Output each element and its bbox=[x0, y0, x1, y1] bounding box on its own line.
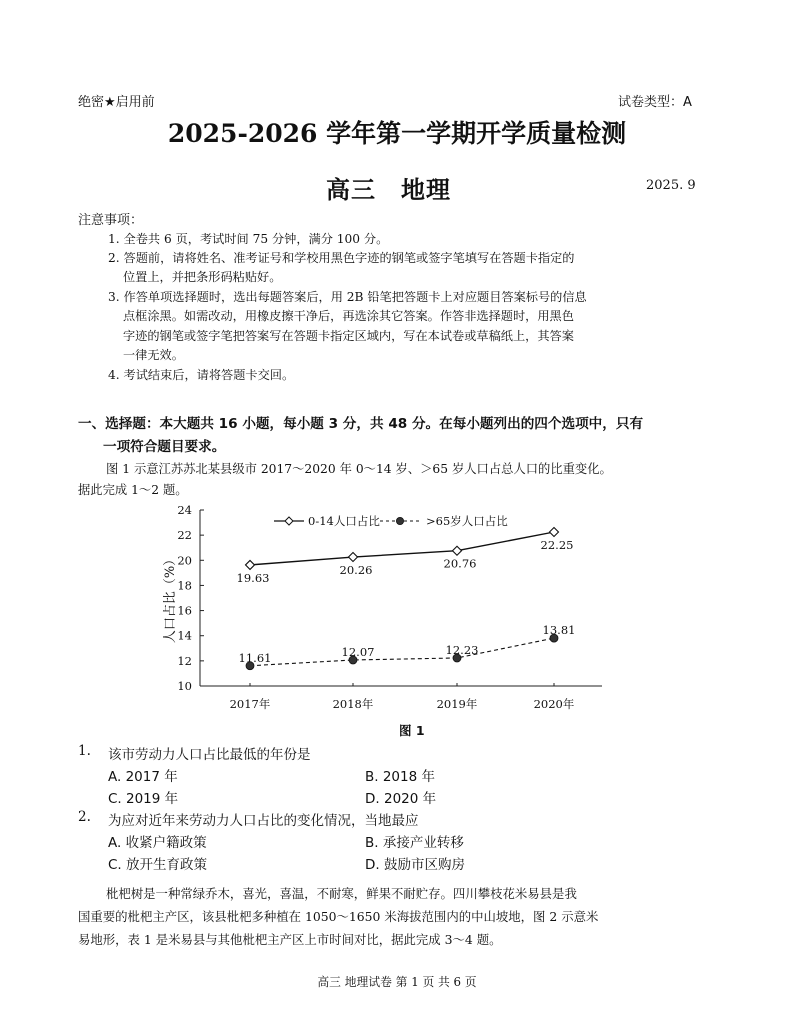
y-tick-label: 16 bbox=[177, 603, 192, 618]
data-label-over-65: 13.81 bbox=[542, 623, 576, 638]
x-tick-label: 2019年 bbox=[436, 697, 478, 711]
question-text: 该市劳动力人口占比最低的年份是 bbox=[108, 747, 311, 763]
note-line: 位置上，并把条形码粘贴好。 bbox=[123, 270, 282, 284]
legend-marker-0-14 bbox=[285, 517, 293, 525]
note-line: 点框涂黑。如需改动，用橡皮擦干净后，再选涂其它答案。作答非选择题时，用黑色 bbox=[123, 309, 574, 323]
option-d: D. 鼓励市区购房 bbox=[365, 857, 465, 873]
passage-line: 易地形，表 1 是米易县与其他枇杷主产区上市时间对比，据此完成 3～4 题。 bbox=[78, 932, 502, 947]
note-line: 2. 答题前，请将姓名、准考证号和学校用黑色字迹的钢笔或签字笔填写在答题卡指定的 bbox=[108, 251, 575, 265]
data-label-0-14: 20.26 bbox=[339, 563, 373, 578]
x-tick-label: 2020年 bbox=[533, 697, 575, 711]
y-tick-label: 12 bbox=[177, 653, 192, 668]
confidential-label: 绝密★启用前 bbox=[78, 95, 155, 110]
y-tick-label: 14 bbox=[177, 628, 192, 643]
note-line: 3. 作答单项选择题时，选出每题答案后，用 2B 铅笔把答题卡上对应题目答案标号的信息 bbox=[108, 290, 587, 304]
figure-caption: 图 1 bbox=[399, 723, 425, 738]
paper-type-label: 试卷类型：A bbox=[618, 95, 692, 110]
point-0-14 bbox=[453, 546, 462, 555]
point-0-14 bbox=[349, 553, 358, 562]
note-line: 1. 全卷共 6 页，考试时间 75 分钟，满分 100 分。 bbox=[108, 232, 389, 246]
data-label-0-14: 20.76 bbox=[443, 556, 477, 571]
legend-label-over-65: >65岁人口占比 bbox=[426, 514, 508, 528]
population-ratio-chart bbox=[152, 500, 604, 720]
section-heading-cont: 一项符合题目要求。 bbox=[103, 439, 226, 455]
y-tick-label: 20 bbox=[177, 553, 192, 568]
y-tick-label: 18 bbox=[177, 578, 192, 593]
point-0-14 bbox=[550, 528, 559, 537]
question-number: 2. bbox=[78, 809, 91, 825]
data-label-over-65: 11.61 bbox=[238, 650, 272, 665]
question-number: 1. bbox=[78, 743, 91, 759]
exam-subtitle: 高三 地理 bbox=[326, 176, 451, 204]
note-line: 字迹的钢笔或签字笔把答案写在答题卡指定区域内，写在本试卷或草稿纸上，其答案 bbox=[123, 329, 574, 343]
data-label-0-14: 19.63 bbox=[236, 570, 270, 585]
y-tick-label: 24 bbox=[177, 503, 192, 517]
section-heading: 一、选择题：本大题共 16 小题，每小题 3 分，共 48 分。在每小题列出的四个选项中，只有 bbox=[78, 416, 644, 432]
series-line-0-14 bbox=[250, 532, 554, 565]
passage-line: 枇杷树是一种常绿乔木，喜光，喜温，不耐寒，鲜果不耐贮存。四川攀枝花米易县是我 bbox=[106, 886, 577, 901]
question-intro: 图 1 示意江苏苏北某县级市 2017～2020 年 0～14 岁、＞65 岁人口占总人口的比重变化。 bbox=[106, 462, 612, 476]
data-label-over-65: 12.07 bbox=[341, 644, 375, 659]
passage-line: 国重要的枇杷主产区，该县枇杷多种植在 1050～1650 米海拔范围内的中山坡地，图 2 示意米 bbox=[78, 909, 599, 924]
exam-date: 2025. 9 bbox=[646, 178, 696, 193]
option-d: D. 2020 年 bbox=[365, 791, 437, 807]
x-tick-label: 2017年 bbox=[229, 697, 271, 711]
notes-title: 注意事项： bbox=[78, 213, 144, 228]
option-b: B. 2018 年 bbox=[365, 769, 435, 785]
question-intro-cont: 据此完成 1～2 题。 bbox=[78, 483, 188, 497]
question-text: 为应对近年来劳动力人口占比的变化情况，当地最应 bbox=[108, 813, 419, 829]
y-tick-label: 10 bbox=[177, 679, 192, 693]
point-0-14 bbox=[246, 560, 255, 569]
option-c: C. 2019 年 bbox=[108, 791, 179, 807]
series-line-over-65 bbox=[250, 638, 554, 666]
data-label-over-65: 12.23 bbox=[445, 642, 479, 657]
legend-label-0-14: 0-14人口占比 bbox=[308, 514, 380, 528]
x-tick-label: 2018年 bbox=[332, 697, 374, 711]
exam-title: 2025-2026 学年第一学期开学质量检测 bbox=[167, 119, 627, 148]
page-footer: 高三 地理试卷 第 1 页 共 6 页 bbox=[317, 975, 477, 989]
option-b: B. 承接产业转移 bbox=[365, 835, 464, 851]
note-line: 4. 考试结束后，请将答题卡交回。 bbox=[108, 368, 295, 382]
y-tick-label: 22 bbox=[177, 528, 192, 543]
legend-marker-over-65 bbox=[396, 517, 403, 524]
y-axis-label: 人口占比（%） bbox=[163, 552, 178, 644]
data-label-0-14: 22.25 bbox=[540, 538, 574, 552]
option-c: C. 放开生育政策 bbox=[108, 857, 208, 873]
option-a: A. 收紧户籍政策 bbox=[108, 835, 207, 851]
note-line: 一律无效。 bbox=[123, 348, 184, 362]
option-a: A. 2017 年 bbox=[108, 769, 178, 785]
